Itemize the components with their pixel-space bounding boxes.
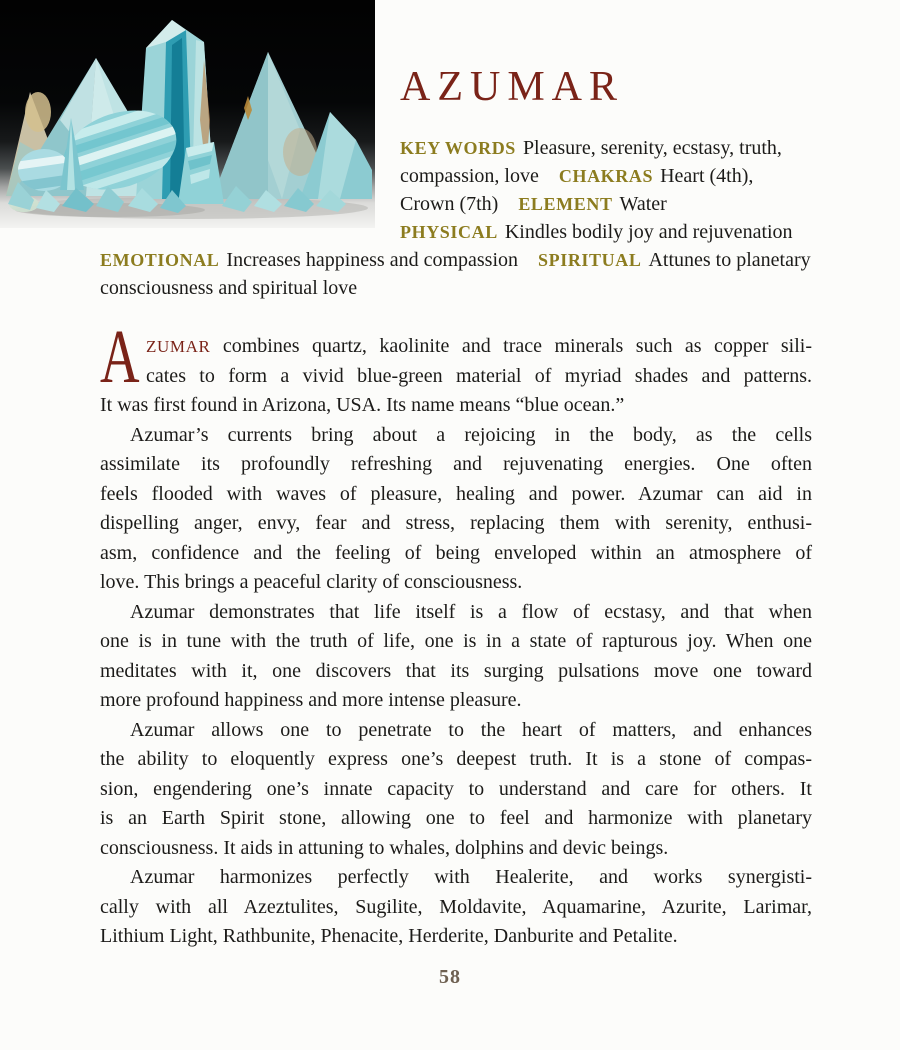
text-line: more profound happiness and more intense pleasure. — [100, 689, 522, 711]
text-line: cates to form a vivid blue-green material of myriad shades and patterns. — [146, 364, 812, 387]
text-line: asm, confidence and the feeling of being enveloped within an atmosphere of — [100, 541, 812, 564]
paragraph-3 — [100, 598, 812, 716]
paragraph-5 — [100, 863, 812, 952]
page-number: 58 — [439, 966, 461, 988]
property-label-emotional: EMOTIONAL — [100, 250, 220, 270]
text-line: is an Earth Spirit stone, allowing one to feel and harmonize with planetary — [100, 807, 812, 829]
text-line: feels flooded with waves of pleasure, healing and power. Azumar can aid in — [100, 482, 812, 505]
text-line: consciousness. It aids in attuning to whales, dolphins and devic beings. — [100, 836, 669, 859]
paragraph-2 — [100, 421, 812, 598]
property-label-element: ELEMENT — [518, 194, 613, 214]
property-label-key-words: KEY WORDS — [400, 138, 516, 158]
body-text — [100, 315, 812, 952]
text-line: Azumar allows one to penetrate to the heart of matters, and enhances — [130, 718, 812, 741]
lead-small-caps: ZUMAR — [146, 337, 211, 356]
text-line: Azumar’s currents bring about a rejoicing in the body, as the cells — [130, 423, 812, 446]
text-line: love. This brings a peaceful clarity of consciousness. — [100, 571, 523, 593]
property-value: Kindles bodily joy and rejuvenation — [504, 221, 793, 243]
paragraph-4 — [100, 716, 812, 864]
text-line: dispelling anger, envy, fear and stress, replacing them with serenity, enthusi- — [100, 512, 812, 534]
text-line: sion, engendering one’s innate capacity to understand and care for others. It — [100, 777, 812, 800]
crystal-cluster-graphic — [0, 0, 375, 228]
text-line: one is in tune with the truth of life, one is in a state of rapturous joy. When one — [100, 630, 812, 652]
property-label-chakras: CHAKRAS — [558, 166, 654, 186]
property-value: Attunes to planetary consciousness and spiritual love — [100, 249, 811, 299]
property-value: Increases happiness and compassion — [226, 249, 519, 271]
property-label-physical: PHYSICAL — [400, 222, 498, 242]
text-line: Azumar demonstrates that life itself is a flow of ecstasy, and that when — [130, 600, 812, 623]
text-line: ZUMAR combines quartz, kaolinite and trace minerals such as copper sili- — [146, 335, 812, 357]
property-value: Pleasure, serenity, ecstasy, truth, compassion, love — [400, 137, 782, 187]
text-line: It was first found in Arizona, USA. Its name means “blue ocean.” — [100, 394, 625, 416]
text-line: cally with all Azeztulites, Sugilite, Moldavite, Aquamarine, Azurite, Larimar, — [100, 895, 812, 918]
azumar-specimen-photo — [0, 0, 375, 228]
paragraph-1 — [100, 315, 812, 421]
property-value: Heart (4th), Crown (7th) — [400, 165, 754, 215]
text-line: Lithium Light, Rathbunite, Phenacite, Herderite, Danburite and Petalite. — [100, 925, 678, 947]
text-line: assimilate its profoundly refreshing and rejuvenating energies. One often — [100, 453, 812, 475]
text-line: the ability to eloquently express one’s deepest truth. It is a stone of compas- — [100, 748, 812, 770]
property-label-spiritual: SPIRITUAL — [538, 250, 642, 270]
page-title: AZUMAR — [400, 64, 625, 110]
drop-cap: A — [100, 315, 140, 399]
text-line: meditates with it, one discovers that its surging pulsations move one toward — [100, 659, 812, 682]
property-value: Water — [619, 193, 667, 215]
text-line: Azumar harmonizes perfectly with Healerite, and works synergisti- — [130, 866, 812, 888]
